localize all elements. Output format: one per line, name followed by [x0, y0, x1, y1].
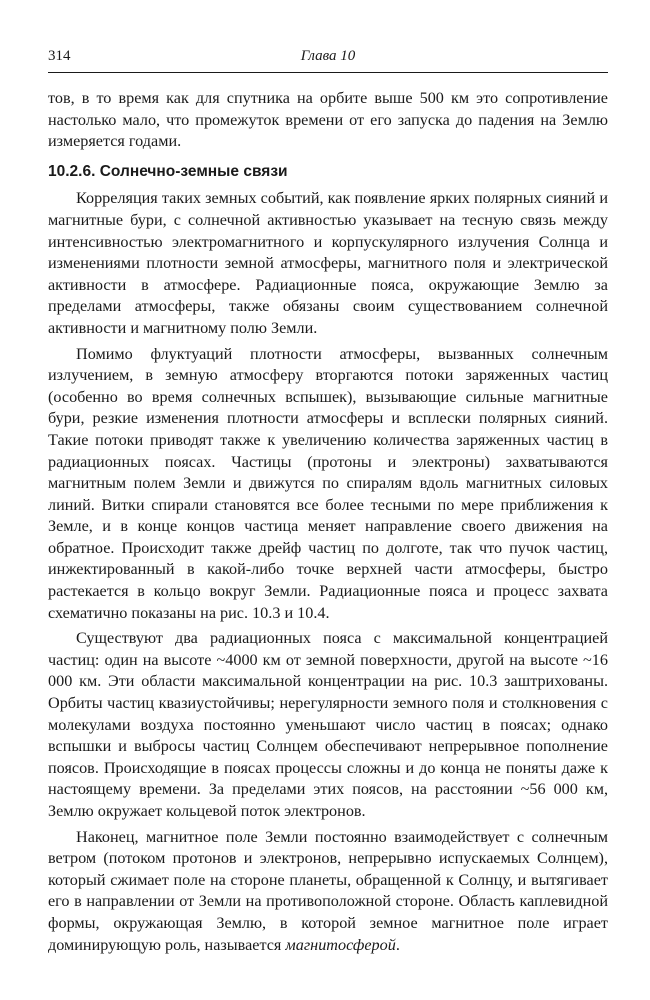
paragraph-4-text: Наконец, магнитное поле Земли постоянно взаимодействует с солнечным ветром (потоком протонов и электронов, непрерывно испускаемых Солнцем), который сжимает поле на стороне планеты, обращенной к Солнцу, и вытягивает его в направлении от Земли на противоположной стороне. Область каплевидной формы, окружающая Землю, в которой земное магнитное поле играет доминирующую роль, называется [48, 827, 608, 954]
paragraph-4-end: . [395, 935, 400, 954]
running-head [48, 48, 608, 72]
page-number: 314 [48, 48, 71, 64]
paragraph-2: Помимо флуктуаций плотности атмосферы, вызванных солнечным излучением, в земную атмосферу вторгаются потоки заряженных частиц (особенно во время солнечных вспышек), вызывающие сильные магнитные бури, резкие изменения плотности атмосферы и всплески полярных сияний. Такие потоки приводят также к увеличению количества заряженных частиц в радиационных поясах. Частицы (протоны и электроны) захватываются магнитным полем Земли и движутся по спиралям вдоль магнитных силовых линий. Витки спирали становятся все более тесными по мере приближения к Земле, и в конце концов частица меняет направление своего движения на обратное. Происходит также дрейф частиц по долготе, так что пучок частиц, инжектированный в какой-либо точке верхней части атмосферы, быстро растекается в кольцо вокруг Земли. Радиационные пояса и процесс захвата схематично показаны на рис. 10.3 и 10.4. [48, 344, 608, 622]
body-text [48, 88, 608, 956]
paragraph-1: Корреляция таких земных событий, как появление ярких полярных сияний и магнитные бури, с солнечной активностью указывает на тесную связь между интенсивностью электромагнитного и корпускулярного излучения Солнца и изменениями плотности земной атмосферы, магнитного поля и электрической активности в атмосфере. Радиационные пояса, окружающие Землю за пределами атмосферы, также обязаны своим существованием солнечной активности и магнитному полю Земли. [48, 189, 608, 337]
term-magnetosphere: магнитосферой [285, 935, 396, 954]
paragraph-4 [48, 827, 608, 957]
paragraph-3: Существуют два радиационных пояса с максимальной концентрацией частиц: один на высоте ~4000 км от земной поверхности, другой на высоте ~16 000 км. Эти области максимальной концентрации на рис. 10.3 заштрихованы. Орбиты частиц квазиустойчивы; нерегулярности земного поля и столкновения с молекулами воздуха постоянно уменьшают число частиц в поясах; однако вспышки и выбросы частиц Солнцем обеспечивают непрерывное пополнение поясов. Происходящие в поясах процессы сложны и до конца не поняты даже к настоящему времени. За пределами этих поясов, на расстоянии ~56 000 км, Землю окружает кольцевой поток электронов. [48, 629, 608, 820]
header-rule [48, 72, 608, 73]
continuation-paragraph: тов, в то время как для спутника на орбите выше 500 км это сопротивление настолько мало, что промежуток времени от его запуска до падения на Землю измеряется годами. [48, 89, 608, 151]
chapter-title: Глава 10 [300, 48, 356, 64]
section-heading: 10.2.6. Солнечно-земные связи [48, 162, 288, 180]
